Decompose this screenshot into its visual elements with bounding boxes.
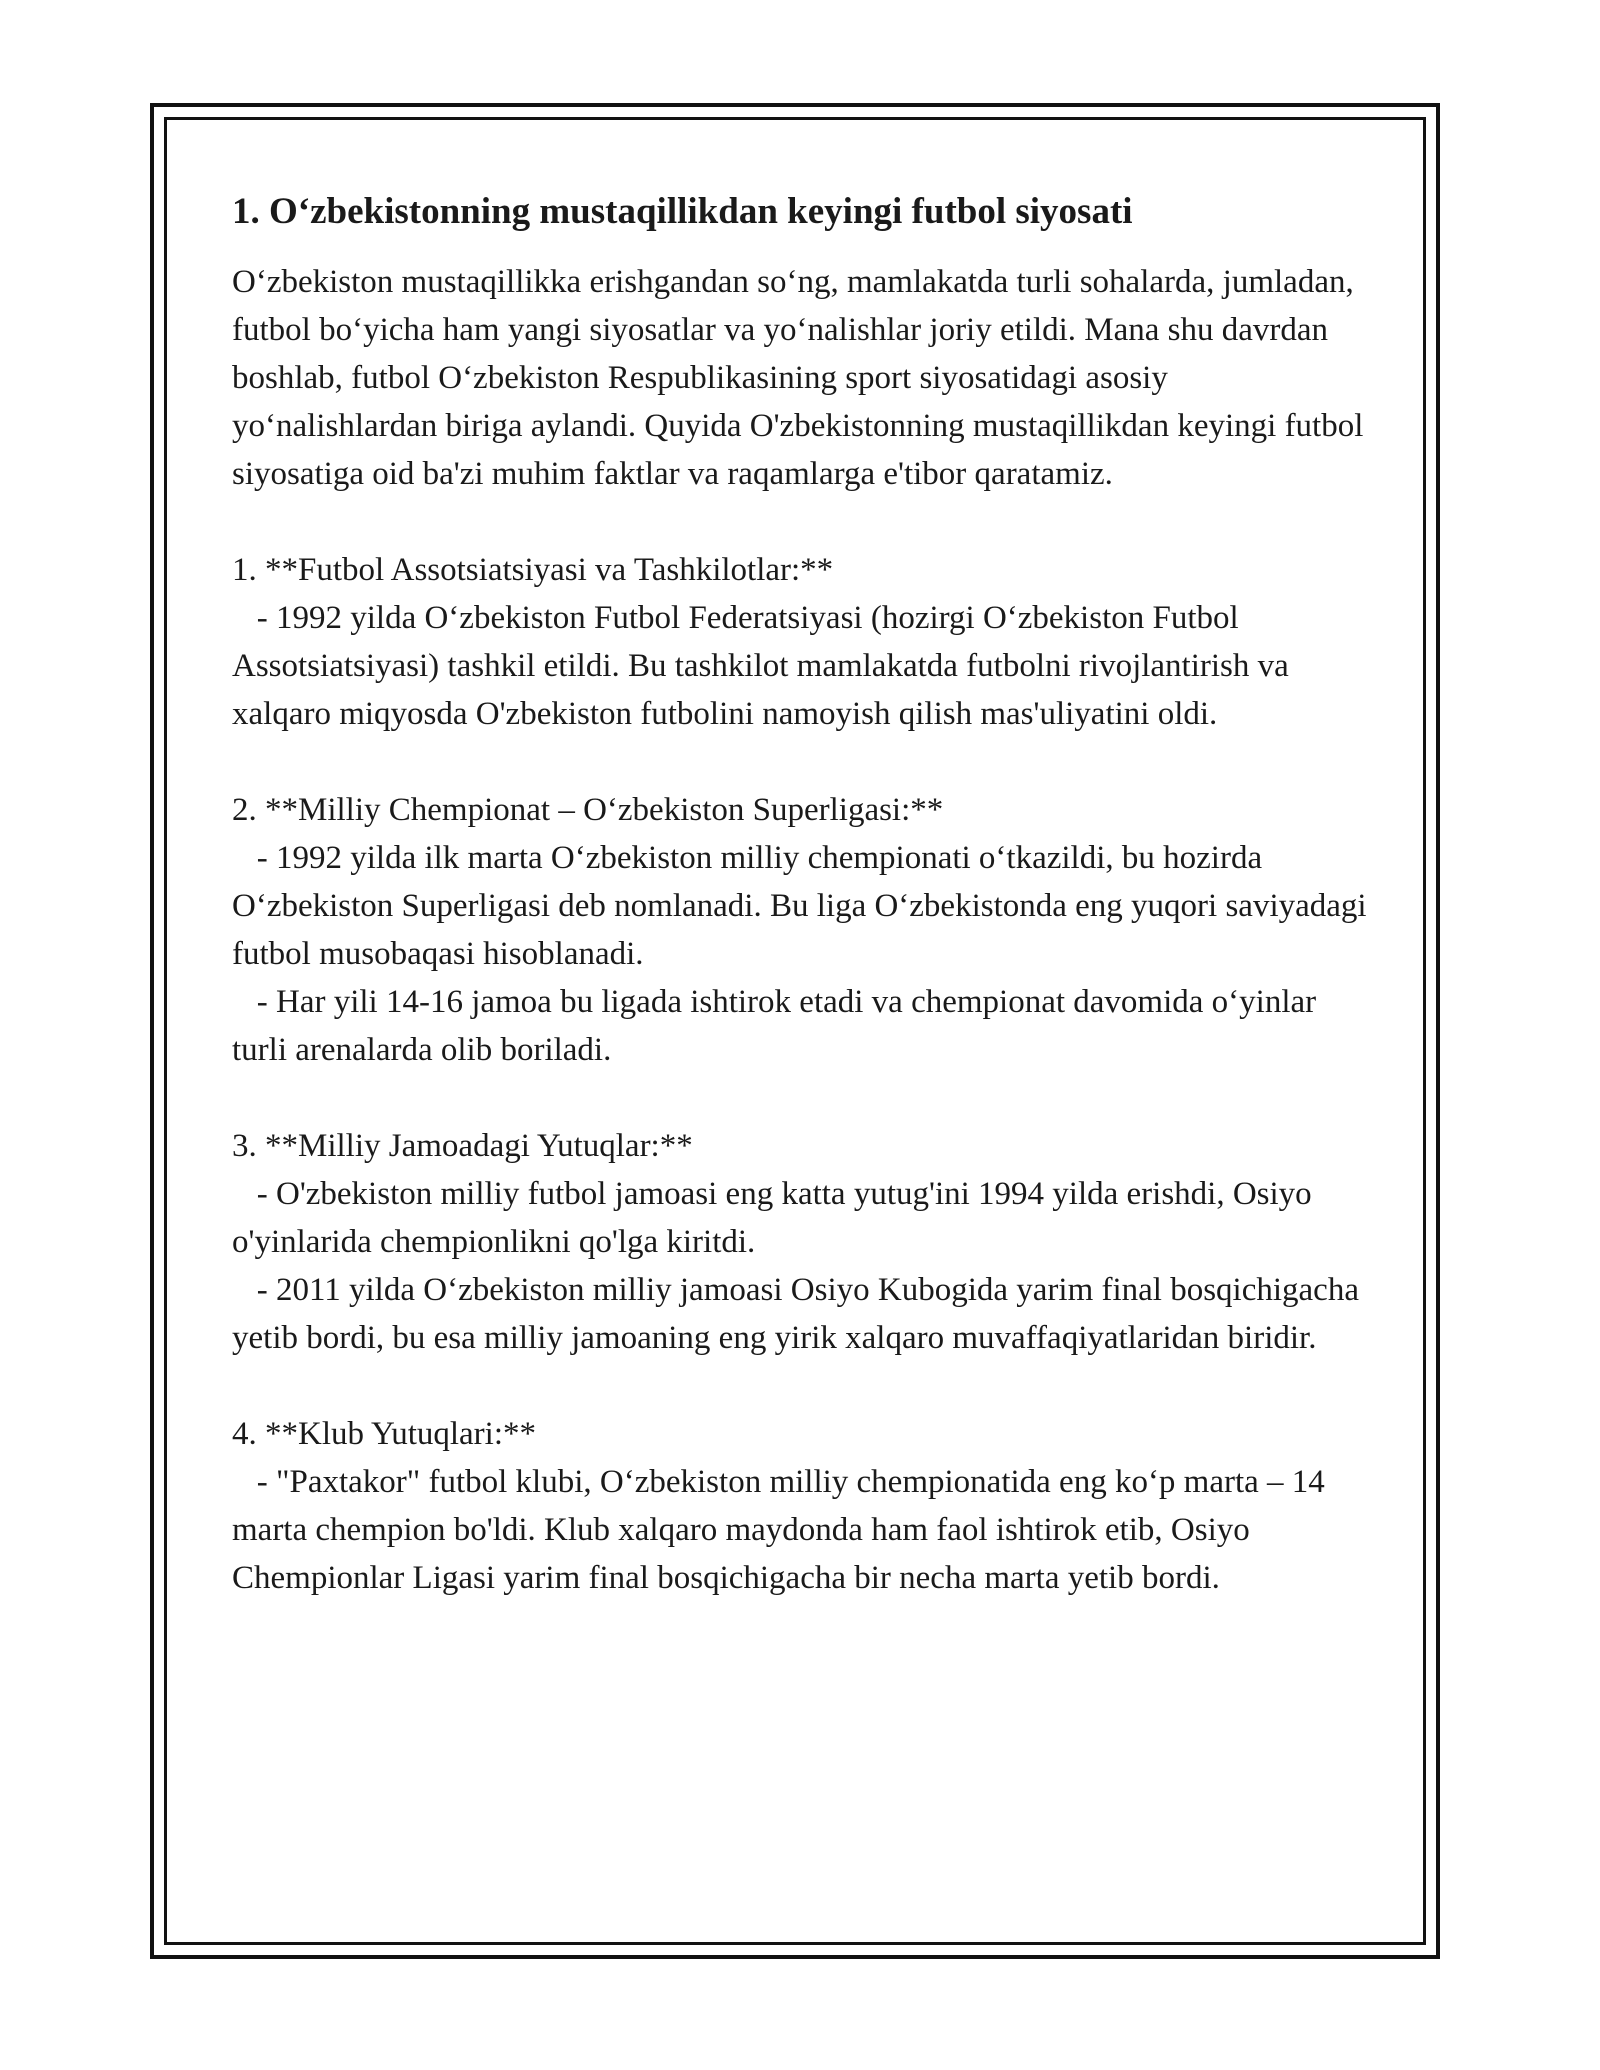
spacer (232, 498, 1372, 546)
section-1 (232, 546, 1372, 738)
section-heading: 1. **Futbol Assotsiatsiyasi va Tashkilotlar:** (232, 552, 834, 588)
section-2 (232, 786, 1372, 1074)
section-4 (232, 1410, 1372, 1602)
section-heading: 4. **Klub Yutuqlari:** (232, 1416, 537, 1452)
section-item: - O'zbekiston milliy futbol jamoasi eng katta yutug'ini 1994 yilda erishdi, Osiyo o'yinlarida chempionlikni qo'lga kiritdi. (232, 1176, 1312, 1260)
section-item: - "Paxtakor" futbol klubi, O‘zbekiston milliy chempionatida eng ko‘p marta – 14 marta chempion bo'ldi. Klub xalqaro maydonda ham faol ishtirok etib, Osiyo Chempionlar Ligasi yarim final bosqichigacha bir necha marta yetib bordi. (232, 1464, 1325, 1596)
spacer (232, 1362, 1372, 1410)
section-item: - 1992 yilda ilk marta O‘zbekiston milliy chempionati o‘tkazildi, bu hozirda O‘zbekiston Superligasi deb nomlanadi. Bu liga O‘zbekistonda eng yuqori saviyadagi futbol musobaqasi hisoblanadi. (232, 840, 1367, 972)
section-heading: 3. **Milliy Jamoadagi Yutuqlar:** (232, 1128, 693, 1164)
section-3 (232, 1122, 1372, 1362)
section-heading: 2. **Milliy Chempionat – O‘zbekiston Superligasi:** (232, 792, 944, 828)
section-item: - 2011 yilda O‘zbekiston milliy jamoasi Osiyo Kubogida yarim final bosqichigacha yetib bordi, bu esa milliy jamoaning eng yirik xalqaro muvaffaqiyatlaridan biridir. (232, 1272, 1359, 1356)
section-item: - Har yili 14-16 jamoa bu ligada ishtirok etadi va chempionat davomida o‘yinlar turli arenalarda olib boriladi. (232, 984, 1317, 1068)
document-title: 1. O‘zbekistonning mustaqillikdan keyingi futbol siyosati (232, 191, 1133, 232)
spacer (232, 1074, 1372, 1122)
spacer (232, 738, 1372, 786)
section-item: - 1992 yilda O‘zbekiston Futbol Federatsiyasi (hozirgi O‘zbekiston Futbol Assotsiatsiyasi) tashkil etildi. Bu tashkilot mamlakatda futbolni rivojlantirish va xalqaro miqyosda O'zbekiston futbolini namoyish qilish mas'uliyatini oldi. (232, 600, 1289, 732)
document-body (232, 188, 1372, 1602)
intro-paragraph: O‘zbekiston mustaqillikka erishgandan so‘ng, mamlakatda turli sohalarda, jumladan, futbol bo‘yicha ham yangi siyosatlar va yo‘nalishlar joriy etildi. Mana shu davrdan boshlab, futbol O‘zbekiston Respublikasining sport siyosatidagi asosiy yo‘nalishlardan biriga aylandi. Quyida O'zbekistonning mustaqillikdan keyingi futbol siyosatiga oid ba'zi muhim faktlar va raqamlarga e'tibor qaratamiz. (232, 264, 1364, 492)
